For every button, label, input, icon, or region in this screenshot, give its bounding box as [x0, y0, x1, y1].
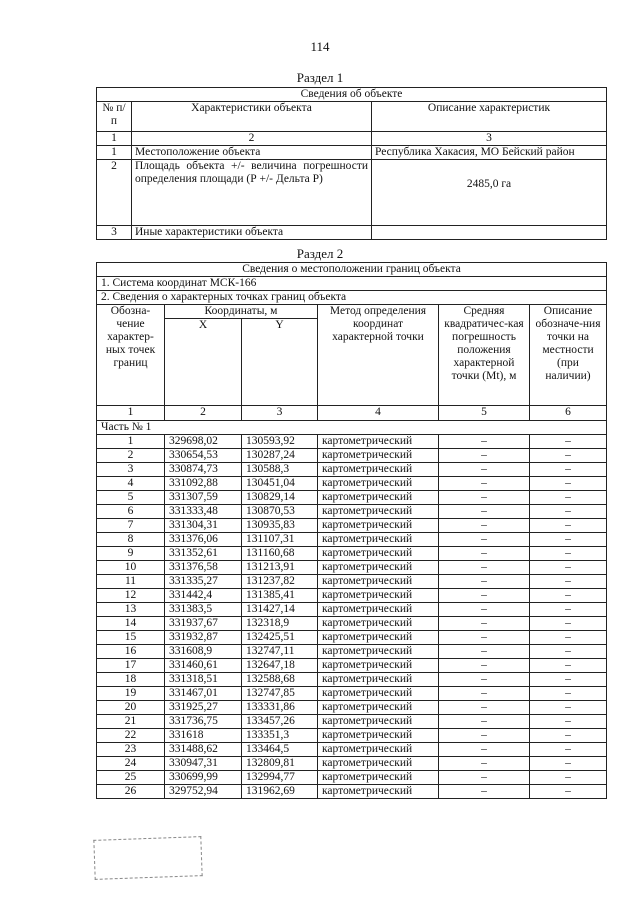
- point-error: –: [439, 505, 530, 519]
- col-method-header: Метод определения координат характерной точки: [318, 305, 439, 406]
- point-x: 331376,58: [165, 561, 242, 575]
- point-description: –: [530, 645, 607, 659]
- part-label: Часть № 1: [97, 421, 607, 435]
- table-row: [97, 589, 607, 603]
- point-x: 331307,59: [165, 491, 242, 505]
- num-cell: 1: [97, 132, 132, 146]
- row-description: 2485,0 га: [372, 160, 607, 226]
- table-row: [97, 701, 607, 715]
- point-x: 331092,88: [165, 477, 242, 491]
- point-number: 20: [97, 701, 165, 715]
- point-x: 331925,27: [165, 701, 242, 715]
- table-row: [97, 673, 607, 687]
- point-number: 2: [97, 449, 165, 463]
- object-info-table: [96, 87, 607, 240]
- point-y: 132809,81: [242, 757, 318, 771]
- point-y: 130588,3: [242, 463, 318, 477]
- point-method: картометрический: [318, 449, 439, 463]
- row-characteristic: Местоположение объекта: [132, 146, 372, 160]
- point-error: –: [439, 561, 530, 575]
- point-error: –: [439, 673, 530, 687]
- table-row: [97, 146, 607, 160]
- point-description: –: [530, 519, 607, 533]
- point-description: –: [530, 701, 607, 715]
- table-row: [97, 743, 607, 757]
- point-method: картометрический: [318, 533, 439, 547]
- point-method: картометрический: [318, 645, 439, 659]
- col-coords-header: Координаты, м: [165, 305, 318, 319]
- point-x: 331383,5: [165, 603, 242, 617]
- point-x: 331932,87: [165, 631, 242, 645]
- table-row: [97, 659, 607, 673]
- point-number: 18: [97, 673, 165, 687]
- point-x: 329752,94: [165, 785, 242, 799]
- point-description: –: [530, 617, 607, 631]
- point-y: 131427,14: [242, 603, 318, 617]
- point-y: 133351,3: [242, 729, 318, 743]
- point-method: картометрический: [318, 491, 439, 505]
- point-x: 330874,73: [165, 463, 242, 477]
- point-error: –: [439, 785, 530, 799]
- point-number: 14: [97, 617, 165, 631]
- point-error: –: [439, 519, 530, 533]
- point-error: –: [439, 771, 530, 785]
- table-row: [97, 533, 607, 547]
- row-characteristic: Иные характеристики объекта: [132, 226, 372, 240]
- point-y: 130829,14: [242, 491, 318, 505]
- point-method: картометрический: [318, 729, 439, 743]
- point-error: –: [439, 435, 530, 449]
- table-row: [97, 449, 607, 463]
- point-y: 133331,86: [242, 701, 318, 715]
- point-error: –: [439, 645, 530, 659]
- point-number: 24: [97, 757, 165, 771]
- col-x-header: X: [165, 319, 242, 406]
- point-method: картометрический: [318, 715, 439, 729]
- point-method: картометрический: [318, 589, 439, 603]
- point-error: –: [439, 547, 530, 561]
- point-x: 331335,27: [165, 575, 242, 589]
- num-cell: 3: [372, 132, 607, 146]
- point-y: 131213,91: [242, 561, 318, 575]
- point-y: 130593,92: [242, 435, 318, 449]
- points-title: 2. Сведения о характерных точках границ объекта: [97, 291, 607, 305]
- table-row: [97, 435, 607, 449]
- point-x: 330947,31: [165, 757, 242, 771]
- object-info-header: Сведения об объекте: [97, 88, 607, 102]
- point-y: 132747,11: [242, 645, 318, 659]
- table-row: [97, 715, 607, 729]
- point-number: 25: [97, 771, 165, 785]
- point-method: картометрический: [318, 743, 439, 757]
- point-x: 330699,99: [165, 771, 242, 785]
- point-number: 13: [97, 603, 165, 617]
- point-description: –: [530, 631, 607, 645]
- col-y-header: Y: [242, 319, 318, 406]
- point-number: 17: [97, 659, 165, 673]
- point-number: 26: [97, 785, 165, 799]
- point-description: –: [530, 533, 607, 547]
- point-y: 133457,26: [242, 715, 318, 729]
- col-char-header: Характеристики объекта: [132, 102, 372, 132]
- num-cell: 2: [132, 132, 372, 146]
- point-y: 132425,51: [242, 631, 318, 645]
- point-x: 331937,67: [165, 617, 242, 631]
- row-characteristic: Площадь объекта +/- величина погрешности определения площади (Р +/- Дельта Р): [132, 160, 372, 226]
- table-row: [97, 160, 607, 226]
- point-method: картометрический: [318, 659, 439, 673]
- point-number: 8: [97, 533, 165, 547]
- stamp: [93, 836, 202, 880]
- point-error: –: [439, 687, 530, 701]
- table-row: [97, 463, 607, 477]
- table-row: [97, 757, 607, 771]
- point-x: 331333,48: [165, 505, 242, 519]
- point-number: 4: [97, 477, 165, 491]
- point-x: 331318,51: [165, 673, 242, 687]
- table-row: [97, 645, 607, 659]
- point-description: –: [530, 729, 607, 743]
- point-description: –: [530, 743, 607, 757]
- point-number: 15: [97, 631, 165, 645]
- point-error: –: [439, 463, 530, 477]
- table-row: [97, 477, 607, 491]
- col-desc-header: Описание обозначе-ния точки на местности (при наличии): [530, 305, 607, 406]
- point-x: 331442,4: [165, 589, 242, 603]
- point-number: 21: [97, 715, 165, 729]
- point-method: картометрический: [318, 701, 439, 715]
- point-number: 11: [97, 575, 165, 589]
- point-y: 131160,68: [242, 547, 318, 561]
- num-cell: 4: [318, 406, 439, 421]
- point-x: 331467,01: [165, 687, 242, 701]
- point-description: –: [530, 505, 607, 519]
- point-y: 131385,41: [242, 589, 318, 603]
- point-y: 130287,24: [242, 449, 318, 463]
- point-error: –: [439, 757, 530, 771]
- table-row: [97, 575, 607, 589]
- boundary-points-table: [96, 262, 607, 799]
- point-error: –: [439, 617, 530, 631]
- point-error: –: [439, 575, 530, 589]
- col-error-header: Средняя квадратичес-кая погрешность положения характерной точки (Mt), м: [439, 305, 530, 406]
- point-method: картометрический: [318, 435, 439, 449]
- point-method: картометрический: [318, 519, 439, 533]
- point-number: 23: [97, 743, 165, 757]
- point-error: –: [439, 449, 530, 463]
- point-error: –: [439, 589, 530, 603]
- point-error: –: [439, 631, 530, 645]
- point-method: картометрический: [318, 561, 439, 575]
- point-y: 133464,5: [242, 743, 318, 757]
- point-description: –: [530, 659, 607, 673]
- point-description: –: [530, 463, 607, 477]
- point-x: 331488,62: [165, 743, 242, 757]
- point-y: 130935,83: [242, 519, 318, 533]
- page-number: 114: [310, 39, 330, 54]
- point-number: 12: [97, 589, 165, 603]
- point-description: –: [530, 547, 607, 561]
- point-method: картометрический: [318, 575, 439, 589]
- point-y: 131962,69: [242, 785, 318, 799]
- point-method: картометрический: [318, 463, 439, 477]
- point-error: –: [439, 729, 530, 743]
- point-x: 330654,53: [165, 449, 242, 463]
- point-method: картометрический: [318, 631, 439, 645]
- table-row: [97, 603, 607, 617]
- point-x: 331376,06: [165, 533, 242, 547]
- point-x: 331460,61: [165, 659, 242, 673]
- point-x: 331618: [165, 729, 242, 743]
- point-number: 3: [97, 463, 165, 477]
- point-number: 22: [97, 729, 165, 743]
- point-description: –: [530, 771, 607, 785]
- section1-title: Раздел 1: [296, 70, 344, 85]
- point-description: –: [530, 491, 607, 505]
- num-cell: 3: [242, 406, 318, 421]
- location-header: Сведения о местоположении границ объекта: [97, 263, 607, 277]
- table-row: [97, 561, 607, 575]
- point-y: 132318,9: [242, 617, 318, 631]
- point-error: –: [439, 491, 530, 505]
- point-x: 331352,61: [165, 547, 242, 561]
- point-description: –: [530, 785, 607, 799]
- point-error: –: [439, 743, 530, 757]
- point-description: –: [530, 687, 607, 701]
- num-cell: 2: [165, 406, 242, 421]
- point-error: –: [439, 715, 530, 729]
- point-y: 130870,53: [242, 505, 318, 519]
- point-y: 132994,77: [242, 771, 318, 785]
- row-description: Республика Хакасия, МО Бейский район: [372, 146, 607, 160]
- point-number: 1: [97, 435, 165, 449]
- point-method: картометрический: [318, 603, 439, 617]
- point-description: –: [530, 715, 607, 729]
- point-description: –: [530, 673, 607, 687]
- point-method: картометрический: [318, 757, 439, 771]
- point-y: 132588,68: [242, 673, 318, 687]
- point-description: –: [530, 757, 607, 771]
- point-y: 132647,18: [242, 659, 318, 673]
- point-x: 329698,02: [165, 435, 242, 449]
- point-x: 331304,31: [165, 519, 242, 533]
- point-description: –: [530, 575, 607, 589]
- point-description: –: [530, 477, 607, 491]
- point-x: 331608,9: [165, 645, 242, 659]
- point-description: –: [530, 561, 607, 575]
- point-method: картометрический: [318, 771, 439, 785]
- point-number: 10: [97, 561, 165, 575]
- section2-title: Раздел 2: [296, 246, 344, 261]
- table-row: [97, 631, 607, 645]
- num-cell: 5: [439, 406, 530, 421]
- table-row: [97, 505, 607, 519]
- point-error: –: [439, 477, 530, 491]
- point-method: картометрический: [318, 687, 439, 701]
- table-row: [97, 617, 607, 631]
- table-row: [97, 785, 607, 799]
- table-row: [97, 547, 607, 561]
- table-row: [97, 519, 607, 533]
- point-method: картометрический: [318, 785, 439, 799]
- point-number: 19: [97, 687, 165, 701]
- point-error: –: [439, 701, 530, 715]
- point-number: 6: [97, 505, 165, 519]
- point-number: 5: [97, 491, 165, 505]
- point-method: картометрический: [318, 617, 439, 631]
- num-cell: 6: [530, 406, 607, 421]
- col-desc-header: Описание характеристик: [372, 102, 607, 132]
- row-description: [372, 226, 607, 240]
- table-row: [97, 729, 607, 743]
- row-number: 2: [97, 160, 132, 226]
- point-method: картометрический: [318, 673, 439, 687]
- point-number: 9: [97, 547, 165, 561]
- point-method: картометрический: [318, 505, 439, 519]
- col-designation-header: Обозна-чение характер-ных точек границ: [97, 305, 165, 406]
- point-method: картометрический: [318, 477, 439, 491]
- point-error: –: [439, 533, 530, 547]
- point-y: 132747,85: [242, 687, 318, 701]
- point-error: –: [439, 603, 530, 617]
- point-description: –: [530, 435, 607, 449]
- row-number: 3: [97, 226, 132, 240]
- table-row: [97, 687, 607, 701]
- point-y: 130451,04: [242, 477, 318, 491]
- point-description: –: [530, 589, 607, 603]
- row-number: 1: [97, 146, 132, 160]
- point-x: 331736,75: [165, 715, 242, 729]
- table-row: [97, 491, 607, 505]
- point-description: –: [530, 603, 607, 617]
- col-no-header: № п/п: [97, 102, 132, 132]
- point-method: картометрический: [318, 547, 439, 561]
- point-error: –: [439, 659, 530, 673]
- point-y: 131107,31: [242, 533, 318, 547]
- table-row: [97, 771, 607, 785]
- table-row: [97, 226, 607, 240]
- point-number: 7: [97, 519, 165, 533]
- num-cell: 1: [97, 406, 165, 421]
- point-y: 131237,82: [242, 575, 318, 589]
- point-number: 16: [97, 645, 165, 659]
- coordinate-system: 1. Система координат МСК-166: [97, 277, 607, 291]
- point-description: –: [530, 449, 607, 463]
